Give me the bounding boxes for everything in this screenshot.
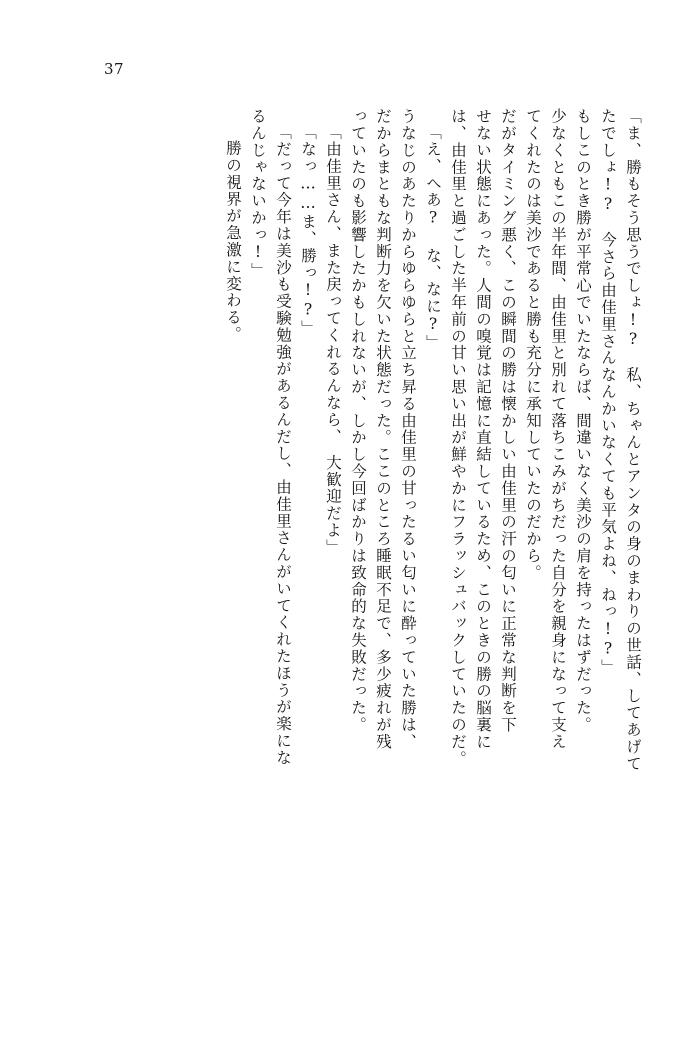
text-column: 「由佳里さん、また戻ってくれるんなら、 大歓迎だよ」 xyxy=(324,124,342,556)
text-column: だがタイミング悪く、この瞬間の勝は懐かしい由佳里の汗の匂いに正常な判断を下 xyxy=(499,108,517,734)
text-column: たでしょ!? 今さら由佳里さんなんかいなくても平気よね、ねっ!?」 xyxy=(599,108,617,676)
text-column: 「え、へあ? な、なに?」 xyxy=(424,124,442,352)
text-column: うなじのあたりからゆらゆらと立ち昇る由佳里の甘ったるい匂いに酔っていた勝は、 xyxy=(399,108,417,751)
text-column: っていたのも影響したかもしれないが、しかし今回ばかりは致命的な失敗だった。 xyxy=(349,108,367,734)
text-column: るんじゃないかっ!」 xyxy=(249,108,267,280)
text-column: 少なくともこの半年間、由佳里と別れて落ちこみがちだった自分を親身になって支え xyxy=(549,108,567,751)
text-column: もしこのとき勝が平常心でいたならば、間違いなく美沙の肩を持ったはずだった。 xyxy=(574,108,592,734)
text-column: てくれたのは美沙であると勝も充分に承知していたのだから。 xyxy=(524,108,542,582)
text-column: 「ま、勝もそう思うでしょ!? 私、ちゃんとアンタの身のまわりの世話、してあげて xyxy=(624,108,642,773)
vertical-text-block xyxy=(60,108,640,988)
text-column: は、由佳里と過ごした半年前の甘い思い出が鮮やかにフラッシュバックしていたのだ。 xyxy=(449,108,467,768)
text-column: 勝の視界が急激に変わる。 xyxy=(224,140,242,343)
text-column: せない状態にあった。人間の嗅覚は記憶に直結しているため、このときの勝の脳裏に xyxy=(474,108,492,751)
page-number: 37 xyxy=(104,60,125,78)
text-column: 「なっ……ま、勝っ!?」 xyxy=(299,124,317,337)
text-column: だからまともな判断力を欠いた状態だった。ここのところ睡眠不足で、多少疲れが残 xyxy=(374,108,392,751)
text-column: 「だって今年は美沙も受験勉強があるんだし、由佳里さんがいてくれたほうが楽にな xyxy=(274,124,292,767)
